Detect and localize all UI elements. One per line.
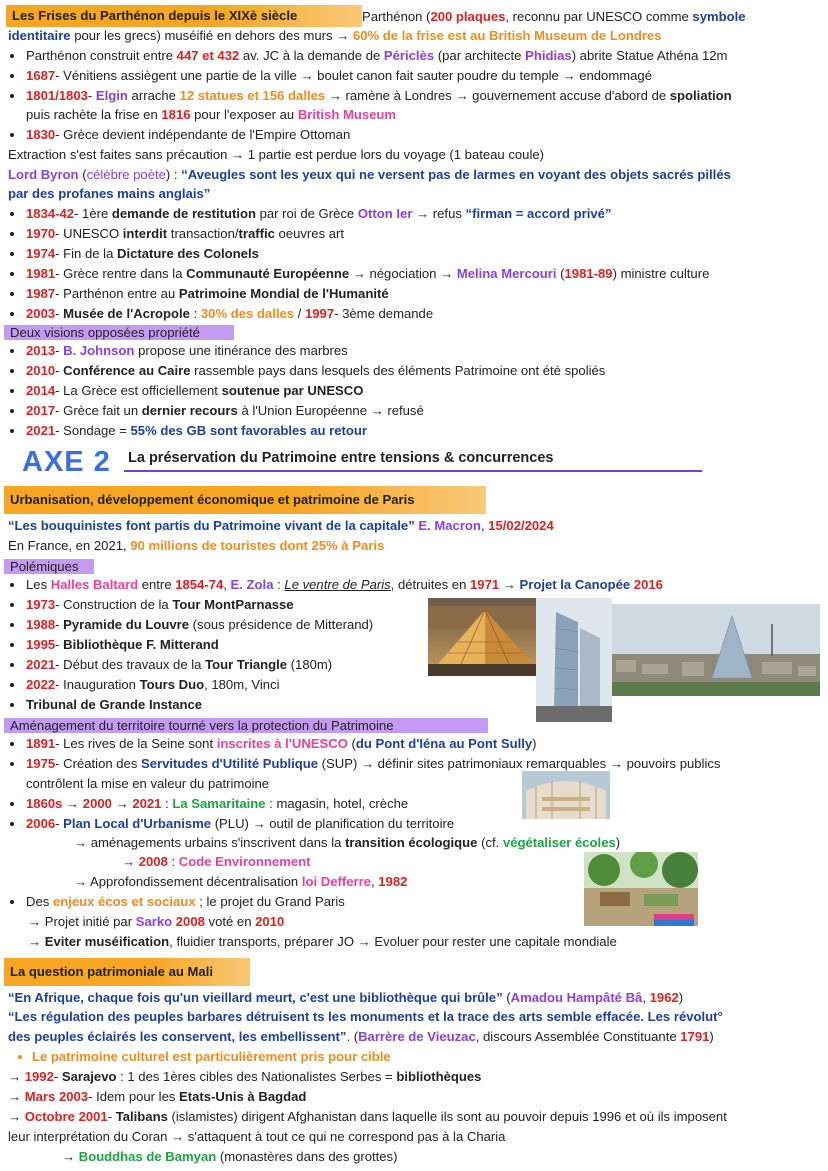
list-item: 1687- Vénitiens assiègent une partie de la ville → boulet canon fait sauter poudre du temple → endommagé <box>26 68 652 83</box>
bullet-icon <box>10 312 14 316</box>
list-item: 1834-42- 1ère demande de restitution par roi de Grèce Otton Ier → refus “firman = accord privé” <box>26 206 612 221</box>
list-item: Les Halles Baltard entre 1854-74, E. Zola : Le ventre de Paris, détruites en 1971 → Projet la Canopée 2016 <box>26 577 663 592</box>
quote: “En Afrique, chaque fois qu'un vieillard meurt, c'est une bibliothèque qui brûle” (Amadou Hampâté Bâ, 1962) <box>8 990 684 1005</box>
bullet-icon <box>10 643 14 647</box>
list-item: 1973- Construction de la Tour MontParnasse <box>26 597 294 612</box>
sub-item: → Bouddhas de Bamyan (monastères dans des grottes) <box>62 1149 398 1164</box>
list-item-cont: contrôlent la mise en valeur du patrimoine <box>26 776 270 791</box>
list-item: 1830- Grèce devient indépendante de l'Empire Ottoman <box>26 127 351 142</box>
sub-item: → 2008 : Code Environnement <box>122 854 311 869</box>
list-item: 1995- Bibliothèque F. Mitterand <box>26 637 219 652</box>
list-item: 2021- Début des travaux de la Tour Triangle (180m) <box>26 657 333 672</box>
bullet-icon <box>10 133 14 137</box>
list-item: 1891- Les rives de la Seine sont inscrites à l'UNESCO (du Pont d'Iéna au Pont Sully) <box>26 736 537 751</box>
quote-cont: des peuples éclairés les conservent, les embellissent”. (Barrère de Vieuzac, discours Assemblée Constituante 1791) <box>8 1029 714 1044</box>
line: Extraction s'est faites sans précaution → 1 partie est perdue lors du voyage (1 bateau coule) <box>8 147 545 162</box>
arrow-item: → Octobre 2001- Talibans (islamistes) dirigent Afghanistan dans laquelle ils sont au pouvoir depuis 1996 et où ils imposent <box>8 1109 727 1124</box>
list-item: 2010- Conférence au Caire rassemble pays dans lesquels des éléments Patrimoine ont été spoliés <box>26 363 606 378</box>
section-mali-header: La question patrimoniale au Mali <box>4 958 250 986</box>
bullet-icon <box>10 583 14 587</box>
list-item-cont: puis rachète la frise en 1816 pour l'exposer au British Museum <box>26 107 397 122</box>
subsection-label: Polémiques <box>4 559 94 574</box>
arrow-item-cont: leur interprétation du Coran → s'attaquent à tout ce qui ne correspond pas à la Charia <box>8 1129 506 1144</box>
bullet-icon <box>10 212 14 216</box>
bullet-icon <box>10 429 14 433</box>
list-item: 1974- Fin de la Dictature des Colonels <box>26 246 259 261</box>
list-item: 2003- Musée de l'Acropole : 30% des dalles / 1997- 3ème demande <box>26 306 434 321</box>
sub-item: → Approfondissement décentralisation loi Defferre, 1982 <box>74 874 408 889</box>
list-item: 1975- Création des Servitudes d'Utilité Publique (SUP) → définir sites patrimoniaux remarquables → pouvoirs publics <box>26 756 721 771</box>
arrow-item: → 1992- Sarajevo : 1 des 1ères cibles des Nationalistes Serbes = bibliothèques <box>8 1069 482 1084</box>
quote-cont: par des profanes mains anglais” <box>8 186 211 201</box>
bullet-icon <box>10 252 14 256</box>
section-parthenon-header <box>6 5 362 27</box>
list-item: 2014- La Grèce est officiellement soutenue par UNESCO <box>26 383 364 398</box>
axe-underline <box>124 470 702 472</box>
list-item: 1987- Parthénon entre au Patrimoine Mondial de l'Humanité <box>26 286 389 301</box>
sub-item: → Eviter muséification, fluidier transports, préparer JO → Evoluer pour rester une capitale mondiale <box>28 934 617 949</box>
bullet-icon <box>10 900 14 904</box>
bullet-icon <box>10 663 14 667</box>
bullet-icon <box>10 603 14 607</box>
bullet-icon <box>10 369 14 373</box>
arrow-item: → Mars 2003- Idem pour les Etats-Unis à Bagdad <box>8 1089 307 1104</box>
bullet-icon <box>10 683 14 687</box>
list-item: 2017- Grèce fait un dernier recours à l'Union Européenne → refusé <box>26 403 424 418</box>
bullet-icon <box>18 1055 22 1059</box>
subsection-label: Aménagement du territoire tourné vers la protection du Patrimoine <box>4 718 488 733</box>
bullet-icon <box>10 703 14 707</box>
section-title: Les Frises du Parthénon depuis le XIXè siècle <box>12 8 298 23</box>
line: identitaire pour les grecs) muséifié en dehors des murs → 60% de la frise est au British Museum de Londres <box>8 28 662 43</box>
list-item: Parthénon construit entre 447 et 432 av. JC à la demande de Périclès (par architecte Phidias) abrite Statue Athéna 12m <box>26 48 728 63</box>
quote: “Les régulation des peuples barbares détruisent ts les monuments et la trace des arts semble effacée. Les révolut° <box>8 1009 723 1024</box>
list-item: 1988- Pyramide du Louvre (sous présidence de Mitterand) <box>26 617 374 632</box>
quote: “Les bouquinistes font partis du Patrimoine vivant de la capitale” E. Macron, 15/02/2024 <box>8 518 554 533</box>
list-item: 1860s → 2000 → 2021 : La Samaritaine : magasin, hotel, crèche <box>26 796 409 811</box>
louvre-pyramid-photo <box>428 598 542 676</box>
sub-item: → aménagements urbains s'inscrivent dans la transition écologique (cf. végétaliser écoles) <box>74 835 621 850</box>
bullet-icon <box>10 54 14 58</box>
sub-item: → Projet initié par Sarko 2008 voté en 2010 <box>28 914 285 929</box>
subsection-label: Deux visions opposées propriété <box>4 325 234 340</box>
bullet-icon <box>10 623 14 627</box>
list-item: Le patrimoine culturel est particulièrement pris pour cible <box>32 1049 391 1064</box>
list-item: 2021- Sondage = 55% des GB sont favorables au retour <box>26 423 367 438</box>
list-item: 1801/1803- Elgin arrache 12 statues et 156 dalles → ramène à Londres → gouvernement accuse d'abord de spoliation <box>26 88 732 103</box>
bullet-icon <box>10 272 14 276</box>
bullet-icon <box>10 409 14 413</box>
bullet-icon <box>10 802 14 806</box>
samaritaine-photo <box>522 771 610 819</box>
line: En France, en 2021, 90 millions de touristes dont 25% à Paris <box>8 538 385 553</box>
bullet-icon <box>10 94 14 98</box>
bullet-icon <box>10 389 14 393</box>
quote: Lord Byron (célèbre poète) : “Aveugles sont les yeux qui ne versent pas de larmes en voyant des objets sacrés pillés <box>8 167 731 182</box>
section-paris-header: Urbanisation, développement économique et patrimoine de Paris <box>4 486 486 514</box>
bullet-icon <box>10 292 14 296</box>
bullet-icon <box>10 349 14 353</box>
list-item: 2022- Inauguration Tours Duo, 180m, Vinci <box>26 677 280 692</box>
line: Parthénon (200 plaques, reconnu par UNESCO comme symbole <box>362 9 746 24</box>
bullet-icon <box>10 742 14 746</box>
list-item: Des enjeux écos et sociaux ; le projet du Grand Paris <box>26 894 345 909</box>
list-item: 1970- UNESCO interdit transaction/traffic oeuvres art <box>26 226 345 241</box>
bullet-icon <box>10 232 14 236</box>
bullet-icon <box>10 822 14 826</box>
tours-duo-photo <box>536 598 612 722</box>
axe-label: AXE 2 <box>22 446 111 478</box>
tour-triangle-photo <box>612 604 820 696</box>
bullet-icon <box>10 74 14 78</box>
axe-title: La préservation du Patrimoine entre tensions & concurrences <box>128 450 554 466</box>
list-item: 1981- Grèce rentre dans la Communauté Européenne → négociation → Melina Mercouri (1981-89) ministre culture <box>26 266 710 281</box>
list-item: 2013- B. Johnson propose une itinérance des marbres <box>26 343 348 358</box>
bullet-icon <box>10 762 14 766</box>
list-item: Tribunal de Grande Instance <box>26 697 203 712</box>
list-item: 2006- Plan Local d'Urbanisme (PLU) → outil de planification du territoire <box>26 816 455 831</box>
